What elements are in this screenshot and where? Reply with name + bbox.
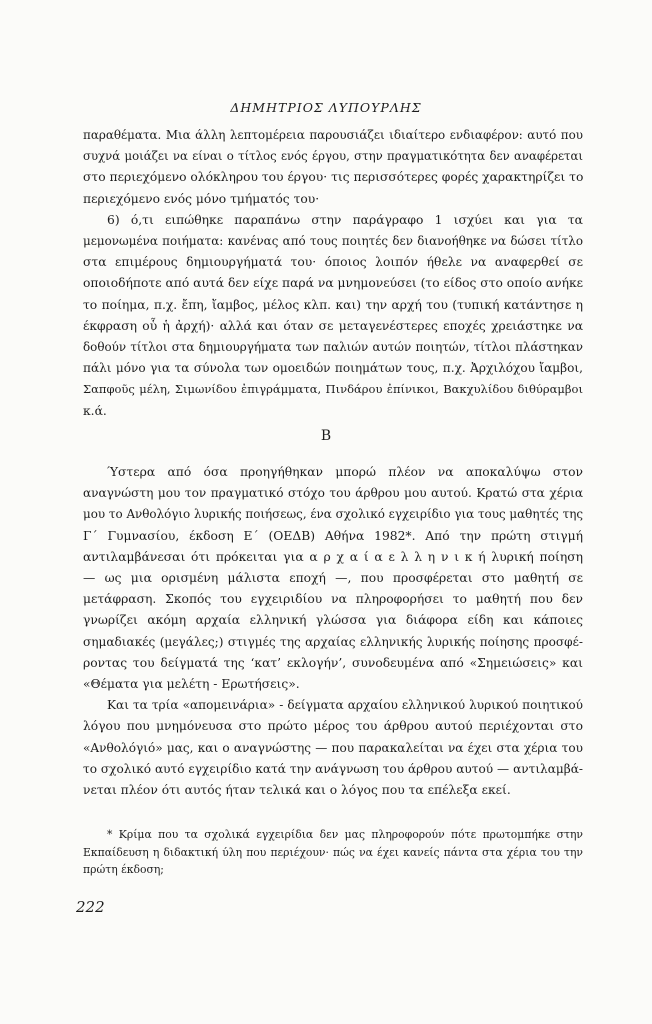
section-heading: Β [320,428,332,444]
text-line: έκφραση οὗ ἡ ἀρχή)· αλλά και όταν σε μεταγενέστερες εποχές χρειάστηκε να [83,318,583,333]
text-line: λόγου που μνημόνευσα στο πρώτο μέρος του άρθρου αυτού περιέχονται στο [83,719,583,734]
text-line: παραθέματα. Μια άλλη λεπτομέρεια παρουσιάζει ιδιαίτερο ενδιαφέρον: αυτό που [83,128,583,142]
text-line: μετάφραση. Σκοπός του εγχειριδίου να πληροφορήσει το μαθητή που δεν [83,592,583,607]
text-line: 6) ό,τι ειπώθηκε παραπάνω στην παράγραφο 1 ισχύει και για τα [107,212,583,227]
body-text-part-a [83,125,583,422]
text-line: στα επιμέρους δημιουργήματά του· όποιος λοιπόν ήθελε να αναφερθεί σε [83,255,583,270]
footnote [83,826,583,879]
text-line: το ποίημα, π.χ. ἔπη, ἴαμβος, μέλος κλπ. και) την αρχή του (τυπική κατάντησε η [83,297,583,312]
text-line: κ.ά. [83,403,107,418]
text-line: Ύστερα από όσα προηγήθηκαν μπορώ πλέον να αποκαλύψω στον [107,465,583,479]
text-line: νεται πλέον ότι αυτός ήταν τελικά και ο λόγος που τα επέλεξα εκεί. [83,783,511,798]
text-line: «Θέματα για μελέτη - Ερωτήσεις». [83,677,300,692]
text-line: περιεχόμενο ενός μόνο τμήματός του· [83,191,320,206]
text-line: Σαπφοῦς μέλη, Σιμωνίδου ἐπιγράμματα, Πινδάρου ἐπίνικοι, Βακχυλίδου διθύραμβοι [83,382,583,397]
text-line: γνωρίζει ακόμη αρχαία ελληνική γλώσσα για διάφορα είδη και κάποιες [83,613,583,628]
text-line: «Ανθολόγιό» μας, και ο αναγνώστης — που παρακαλείται να έχει στα χέρια του [83,740,583,755]
text-line: συχνά μοιάζει να είναι ο τίτλος ενός έργου, στην πραγματικότητα δεν αναφέρεται [83,149,583,164]
text-line: Γ΄ Γυμνασίου, έκδοση Ε΄ (ΟΕΔΒ) Αθήνα 1982*. Από την πρώτη στιγμή [83,528,583,543]
text-line: δοθούν τίτλοι στα δημιουργήματα των παλιών αυτών ποιητών, τίτλοι πλάστηκαν [83,340,583,355]
text-line: ροντας του δείγματά της ‘κατ’ εκλογήν’, συνοδευμένα από «Σημειώσεις» και [83,655,583,670]
text-line: πάλι μόνο για τα σύνολα των ομοειδών ποιημάτων τους, π.χ. Ἀρχιλόχου ἴαμβοι, [83,361,583,376]
text-line: μου το Ανθολόγιο λυρικής ποιήσεως, ένα σχολικό εγχειρίδιο για τους μαθητές της [83,507,583,522]
text-line: — ως μια ορισμένη μάλιστα εποχή —, που προσφέρεται στο μαθητή σε [83,571,583,586]
running-header: ΔΗΜΗΤΡΙΟΣ ΛΥΠΟΥΡΛΗΣ [230,100,422,115]
text-line: στο περιεχόμενο ολόκληρου του έργου· τις περισσότερες φορές χαρακτηρίζει το [83,170,584,185]
text-line: μεμονωμένα ποιήματα: κανένας από τους ποιητές δεν διανοήθηκε να δώσει τίτλο [83,234,583,249]
page-number: 222 [76,898,105,916]
footnote-line: Εκπαίδευση η διδακτική ύλη που περιέχουν· πώς να έχει κανείς πάντα στα χέρια του την [83,845,583,859]
footnote-line: * Κρίμα που τα σχολικά εγχειρίδια δεν μας πληροφορούν πότε πρωτομπήκε στην [107,828,583,841]
text-line: σημαδιακές (μεγάλες;) στιγμές της αρχαίας ελληνικής λυρικής ποίησης προσφέ- [83,634,583,649]
footnote-line: πρώτη έκδοση; [83,863,164,876]
text-line: οποιοδήποτε από αυτά δεν είχε παρά να μνημονεύσει (το είδος στο οποίο ανήκε [83,276,584,291]
body-text-part-b [83,462,583,801]
text-line: αντιλαμβάνεσαι ότι πρόκειται για α ρ χ α ί α ε λ λ η ν ι κ ή λυρική ποίηση [83,549,583,564]
text-line: Και τα τρία «απομεινάρια» - δείγματα αρχαίου ελληνικού λυρικού ποιητικού [107,698,583,713]
text-line: αναγνώστη μου τον πραγματικό στόχο του άρθρου μου αυτού. Κρατώ στα χέρια [83,486,583,501]
text-line: το σχολικό αυτό εγχειρίδιο κατά την ανάγνωση του άρθρου αυτού — αντιλαμβά- [83,761,583,776]
